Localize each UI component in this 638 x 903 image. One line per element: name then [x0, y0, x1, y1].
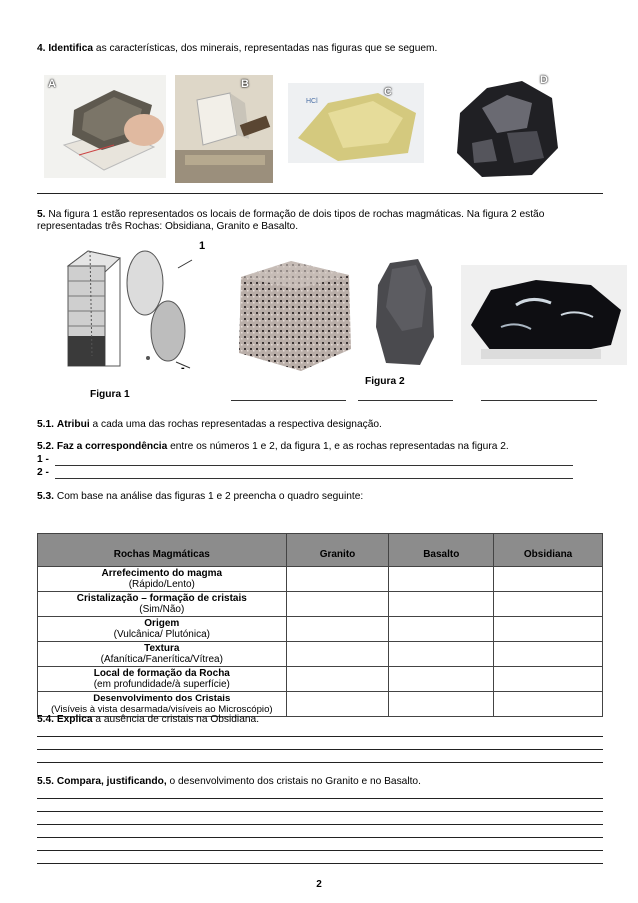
table-header-basalt: Basalto: [389, 534, 494, 567]
answer-cell[interactable]: [286, 592, 389, 617]
answer-line[interactable]: [37, 762, 603, 763]
answer-line[interactable]: [37, 863, 603, 864]
page-number: 2: [316, 879, 322, 890]
table-row: [38, 667, 603, 692]
obsidian-image: [461, 265, 627, 365]
answer-line[interactable]: [37, 798, 603, 799]
answer-cell[interactable]: [494, 567, 603, 592]
table-row: [38, 617, 603, 642]
figure-1-label-1: 1: [199, 240, 206, 252]
answer-line[interactable]: [37, 837, 603, 838]
answer-cell[interactable]: [494, 642, 603, 667]
q5-2-line-2-label: 2 -: [37, 467, 49, 478]
answer-line[interactable]: [37, 736, 603, 737]
row-label: Desenvolvimento dos Cristais (Visíveis à vista desarmada/visíveis ao Microscópio): [38, 692, 287, 717]
answer-line[interactable]: [37, 850, 603, 851]
q5-2-line-2-blank[interactable]: [55, 478, 573, 479]
q5-text-line2: representadas três Rochas: Obsidiana, Granito e Basalto.: [37, 221, 299, 232]
answer-line: [37, 193, 603, 194]
answer-cell[interactable]: [286, 567, 389, 592]
mineral-letter: B: [241, 78, 249, 90]
table-row: [38, 592, 603, 617]
answer-line[interactable]: [37, 811, 603, 812]
table-header-obsidian: Obsidiana: [494, 534, 603, 567]
figure-1-caption: Figura 1: [90, 389, 130, 400]
answer-cell[interactable]: [494, 667, 603, 692]
q5-text-line1: 5. Na figura 1 estão representados os locais de formação de dois tipos de rochas magmáticas. Na figura 2 estão: [37, 209, 545, 220]
granite-name-blank[interactable]: [231, 400, 346, 401]
q5-4-text: 5.4. Explica a ausência de cristais na Obsidiana.: [37, 714, 260, 725]
answer-cell[interactable]: [389, 692, 494, 717]
q5-3-text: 5.3. Com base na análise das figuras 1 e 2 preencha o quadro seguinte:: [37, 491, 364, 502]
answer-cell[interactable]: [494, 617, 603, 642]
table-header-granite: Granito: [286, 534, 389, 567]
table-row: [38, 567, 603, 592]
svg-text:HCl: HCl: [306, 98, 318, 105]
q5-1-text: 5.1. Atribui a cada uma das rochas representadas a respectiva designação.: [37, 419, 382, 430]
row-label: Arrefecimento do magma (Rápido/Lento): [38, 567, 287, 592]
basalt-name-blank[interactable]: [358, 400, 453, 401]
row-label: Textura (Afanítica/Fanerítica/Vítrea): [38, 642, 287, 667]
table-header-rocks: Rochas Magmáticas: [38, 534, 287, 567]
mineral-letter: A: [48, 78, 56, 90]
answer-cell[interactable]: [286, 642, 389, 667]
table-row: [38, 692, 603, 717]
row-label: Cristalização – formação de cristais (Sim/Não): [38, 592, 287, 617]
answer-cell[interactable]: [389, 667, 494, 692]
q5-5-text: 5.5. Compara, justificando, o desenvolvimento dos cristais no Granito e no Basalto.: [37, 776, 421, 787]
answer-line[interactable]: [37, 824, 603, 825]
magmatic-rocks-table: [37, 533, 603, 717]
obsidian-name-blank[interactable]: [481, 400, 597, 401]
answer-cell[interactable]: [389, 592, 494, 617]
answer-cell[interactable]: [389, 642, 494, 667]
answer-cell[interactable]: [389, 617, 494, 642]
answer-cell[interactable]: [494, 592, 603, 617]
answer-cell[interactable]: [494, 692, 603, 717]
mineral-image-b: [175, 75, 273, 183]
figure-2-caption: Figura 2: [365, 376, 405, 387]
answer-cell[interactable]: [286, 617, 389, 642]
q4-text: 4. Identifica as características, dos minerais, representadas nas figuras que se seguem.: [37, 43, 438, 54]
table-row: [38, 642, 603, 667]
row-label: Origem (Vulcânica/ Plutónica): [38, 617, 287, 642]
figure-1-label-2: -: [181, 362, 185, 374]
answer-cell[interactable]: [286, 667, 389, 692]
mineral-letter: C: [384, 86, 392, 98]
answer-cell[interactable]: [389, 567, 494, 592]
mineral-image-c: [288, 83, 424, 163]
mineral-image-a: [44, 75, 166, 178]
answer-cell[interactable]: [286, 692, 389, 717]
basalt-image: [372, 257, 438, 369]
q5-2-line-1-label: 1 -: [37, 454, 49, 465]
mineral-letter: D: [540, 74, 548, 86]
granite-image: [231, 257, 358, 375]
figure-1-diagram: [60, 236, 220, 386]
q5-2-text: 5.2. Faz a correspondência entre os números 1 e 2, da figura 1, e as rochas representadas na figura 2.: [37, 441, 509, 452]
row-label: Local de formação da Rocha (em profundidade/à superfície): [38, 667, 287, 692]
q5-2-line-1-blank[interactable]: [55, 465, 573, 466]
answer-line[interactable]: [37, 749, 603, 750]
table-header-row: [38, 534, 603, 567]
mineral-image-d: [452, 73, 562, 183]
